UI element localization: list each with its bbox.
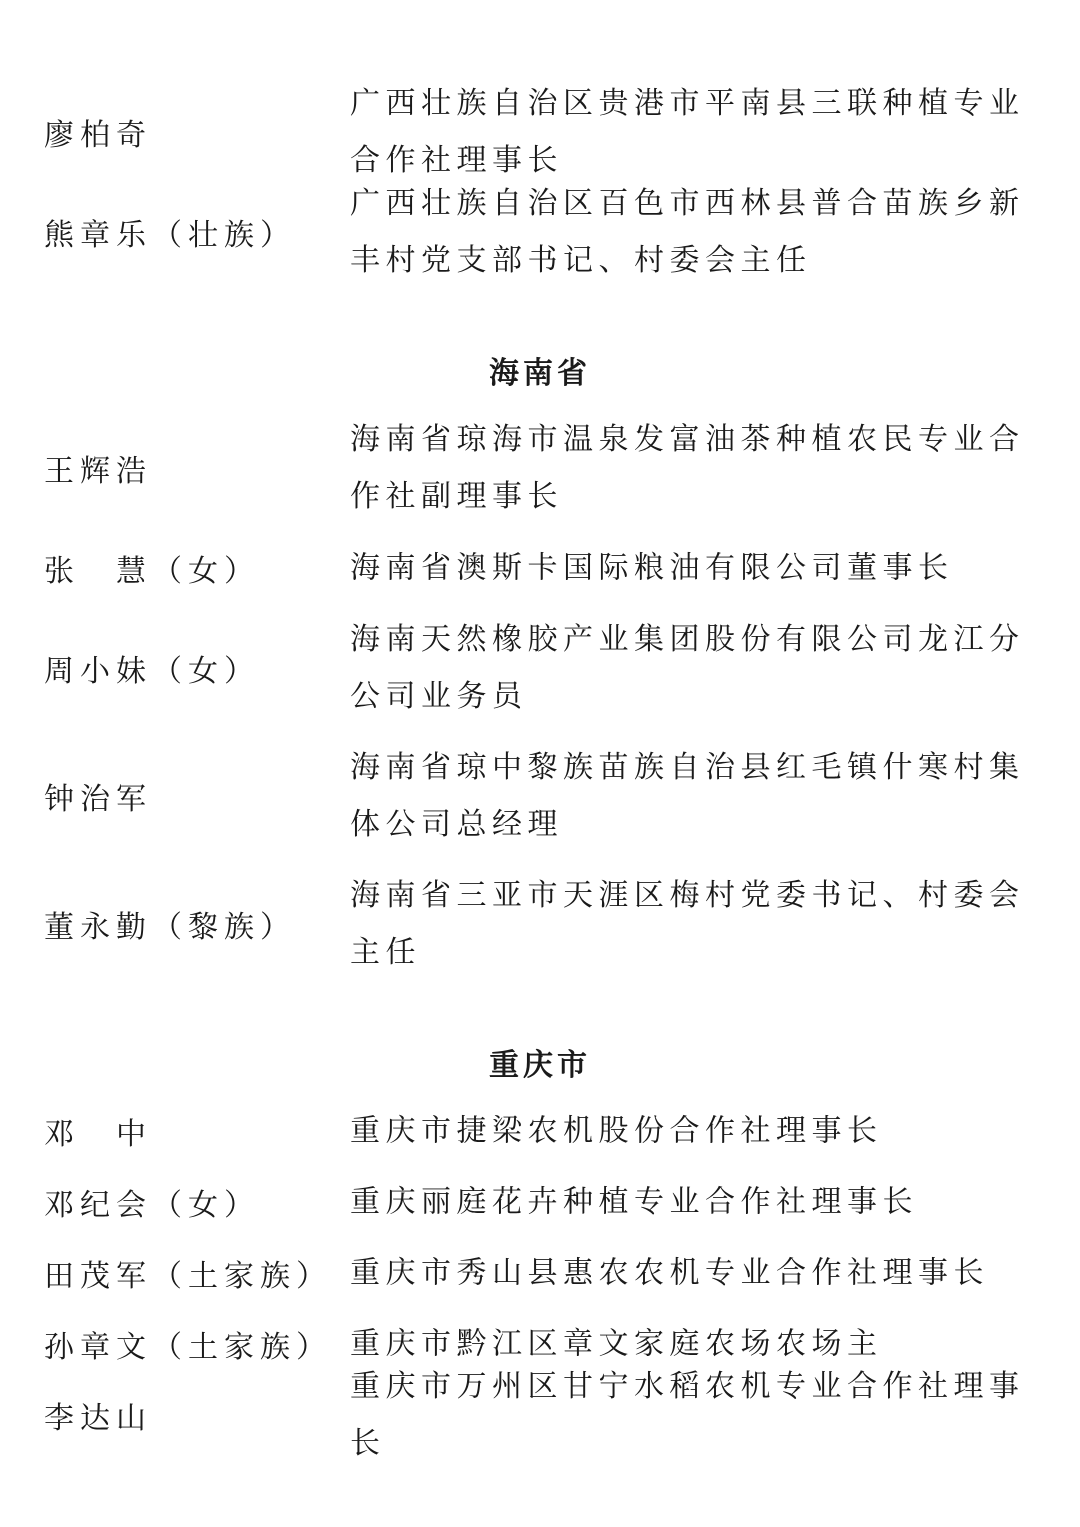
list-item [0,1172,1080,1232]
list-item [0,608,1080,728]
person-title: 重庆丽庭花卉种植专业合作社理事长 [350,1184,918,1220]
person-title: 海南天然橡胶产业集团股份有限公司龙江分公司业务员 [350,622,1025,714]
list-item [0,538,1080,598]
person-name: 周小妹（女） [44,654,260,689]
person-title: 海南省澳斯卡国际粮油有限公司董事长 [350,550,954,586]
person-name: 董永勤（黎族） [44,910,296,945]
section-heading: 重庆市 [489,1048,591,1083]
person-title: 广西壮族自治区贵港市平南县三联种植专业合作社理事长 [350,86,1025,178]
person-name: 田茂军（土家族） [44,1259,332,1294]
list-item [0,1369,1080,1461]
person-title: 重庆市万州区甘宁水稻农机专业合作社理事长 [350,1369,1025,1461]
person-name: 邓纪会（女） [44,1188,260,1223]
person-title: 广西壮族自治区百色市西林县普合苗族乡新丰村党支部书记、村委会主任 [350,186,1025,278]
person-title: 重庆市黔江区章文家庭农场农场主 [350,1326,883,1362]
person-name: 邓 中 [44,1117,152,1152]
person-title: 重庆市秀山县惠农农机专业合作社理事长 [350,1255,989,1291]
person-name: 王辉浩 [44,454,152,489]
person-name: 孙章文（土家族） [44,1330,332,1365]
person-name: 熊章乐（壮族） [44,218,296,253]
person-title: 海南省琼中黎族苗族自治县红毛镇什寒村集体公司总经理 [350,750,1025,842]
list-item [0,172,1080,292]
list-item [0,736,1080,856]
person-name: 廖柏奇 [44,118,152,153]
section-heading: 海南省 [489,356,591,391]
list-item [0,1243,1080,1303]
person-name: 张 慧（女） [44,554,260,589]
person-title: 重庆市捷梁农机股份合作社理事长 [350,1113,883,1149]
person-name: 李达山 [44,1401,152,1436]
person-name: 钟治军 [44,782,152,817]
list-item [0,1101,1080,1161]
person-title: 海南省琼海市温泉发富油茶种植农民专业合作社副理事长 [350,422,1025,514]
list-item [0,864,1080,984]
person-title: 海南省三亚市天涯区梅村党委书记、村委会主任 [350,878,1025,970]
list-item [0,408,1080,528]
